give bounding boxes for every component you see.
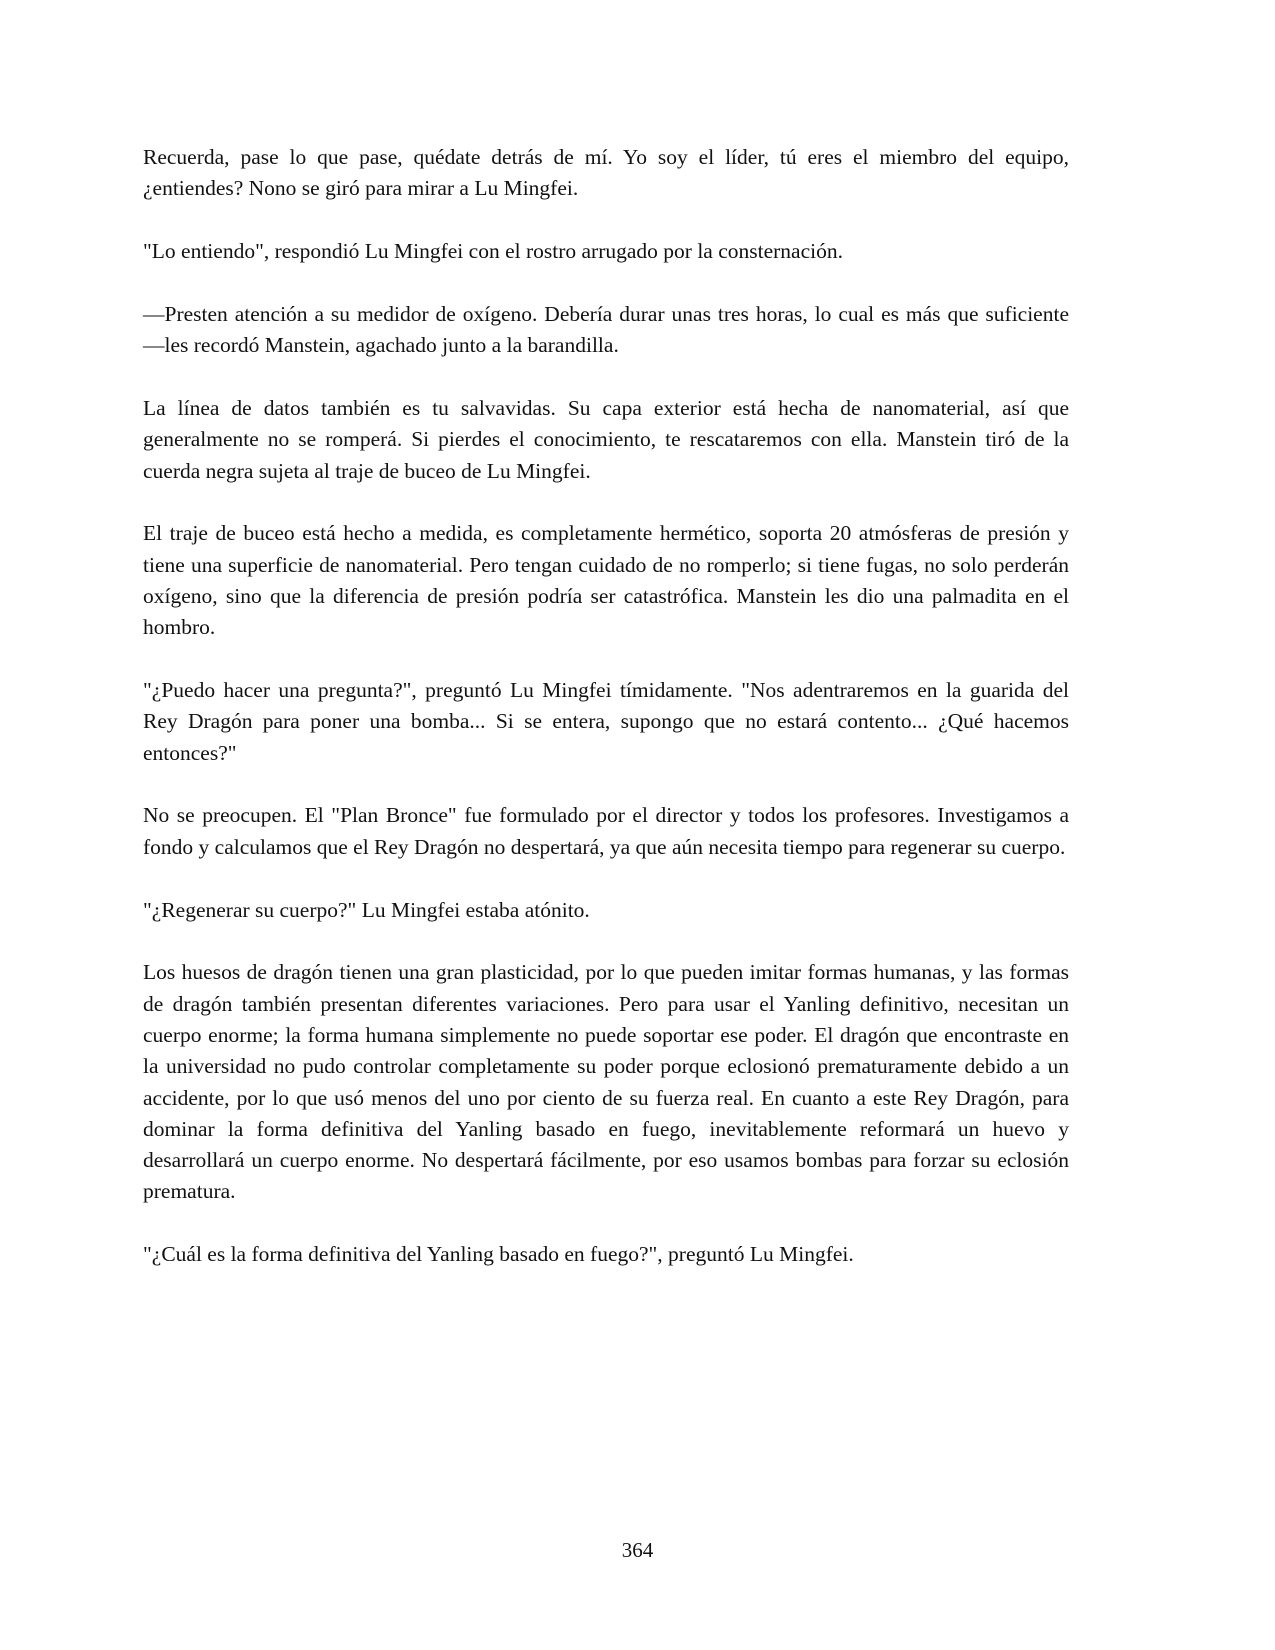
paragraph: Recuerda, pase lo que pase, quédate detrás de mí. Yo soy el líder, tú eres el miembro del equipo, ¿entiendes? Nono se giró para mirar a Lu Mingfei.: [143, 145, 1069, 201]
paragraph: —Presten atención a su medidor de oxígeno. Debería durar unas tres horas, lo cual es más que suficiente —les recordó Manstein, agachado junto a la barandilla.: [143, 301, 1069, 358]
paragraph: "Lo entiendo", respondió Lu Mingfei con el rostro arrugado por la consternación.: [143, 239, 843, 264]
paragraph: No se preocupen. El "Plan Bronce" fue formulado por el director y todos los profesores. Investigamos a fondo y calculamos que el Rey Dragón no despertará, ya que aún necesita tiempo para regenerar su cuerpo.: [143, 803, 1069, 859]
paragraph: El traje de buceo está hecho a medida, es completamente hermético, soporta 20 atmósferas de presión y tiene una superficie de nanomaterial. Pero tengan cuidado de no romperlo; si tiene fugas, no solo perderán oxígeno, sino que la diferencia de presión podría ser catastrófica. Manstein les dio una palmadita en el hombro.: [143, 521, 1069, 640]
paragraph: "¿Regenerar su cuerpo?" Lu Mingfei estaba atónito.: [143, 897, 590, 922]
paragraph: Los huesos de dragón tienen una gran plasticidad, por lo que pueden imitar formas humanas, y las formas de dragón también presentan diferentes variaciones. Pero para usar el Yanling definitivo, necesitan un cuerpo enorme; la forma humana simplemente no puede soportar ese poder. El dragón que encontraste en la universidad no pudo controlar completamente su poder porque eclosionó prematuramente debido a un accidente, por lo que usó menos del uno por ciento de su fuerza real. En cuanto a este Rey Dragón, para dominar la forma definitiva del Yanling basado en fuego, inevitablemente reformará un huevo y desarrollará un cuerpo enorme. No despertará fácilmente, por eso usamos bombas para forzar su eclosión prematura.: [143, 960, 1069, 1204]
paragraph: "¿Puedo hacer una pregunta?", preguntó Lu Mingfei tímidamente. "Nos adentraremos en la guarida del Rey Dragón para poner una bomba... Si se entera, supongo que no estará contento... ¿Qué hacemos entonces?": [143, 678, 1069, 765]
page-number: 364: [621, 1538, 654, 1562]
paragraph: La línea de datos también es tu salvavidas. Su capa exterior está hecha de nanomaterial, así que generalmente no se romperá. Si pierdes el conocimiento, te rescataremos con ella. Manstein tiró de la cuerda negra sujeta al traje de buceo de Lu Mingfei.: [143, 395, 1069, 483]
body-text: [143, 142, 1069, 1302]
paragraph: "¿Cuál es la forma definitiva del Yanling basado en fuego?", preguntó Lu Mingfei.: [143, 1242, 854, 1267]
